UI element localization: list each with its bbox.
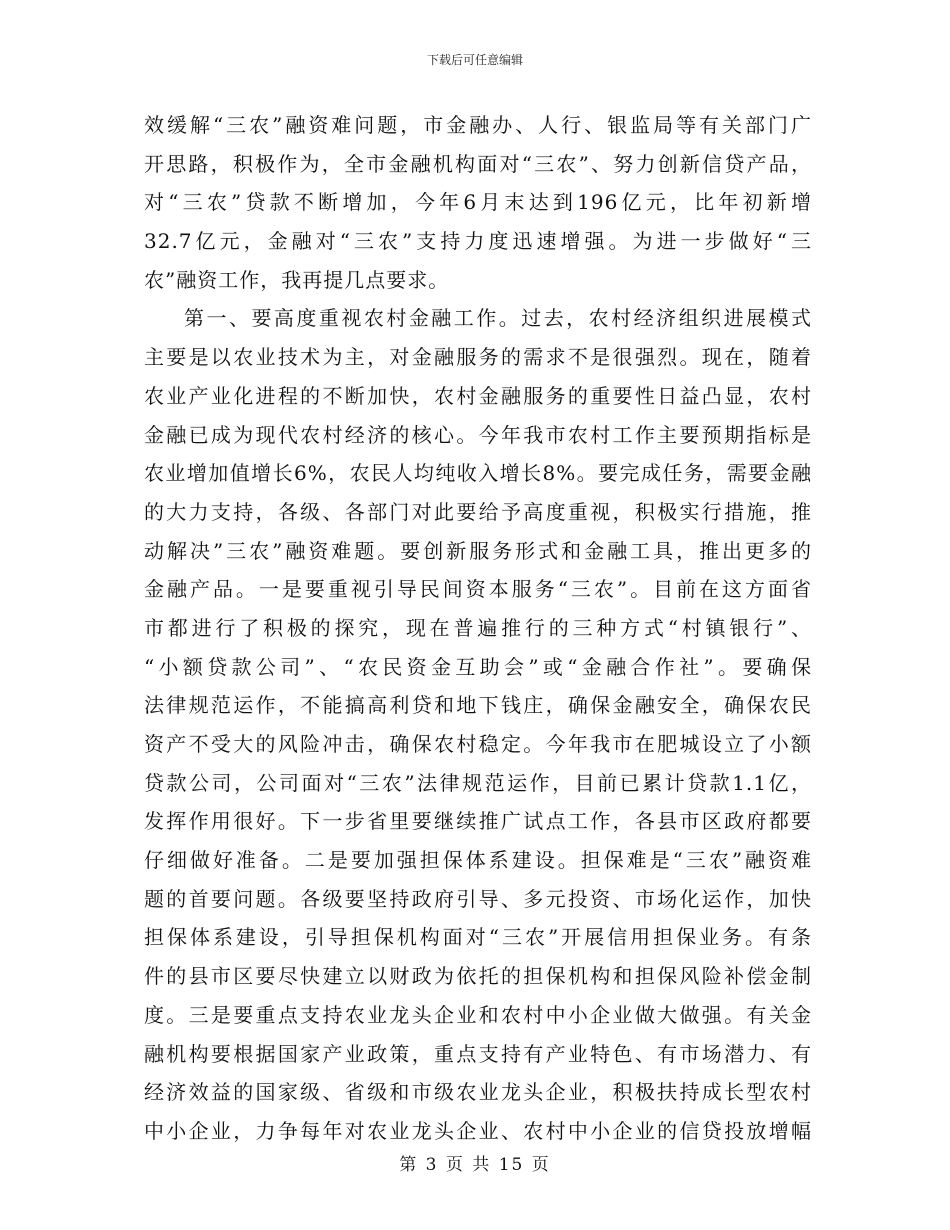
document-body — [144, 106, 812, 1151]
body-line: 贷款公司，公司面对“三农”法律规范运作，目前已累计贷款1.1亿， — [144, 770, 812, 795]
body-line: 金融产品。一是要重视引导民间资本服务“三农”。目前在这方面省 — [144, 577, 812, 602]
page-header-note: 下载后可任意编辑 — [426, 53, 523, 67]
body-line: 经济效益的国家级、省级和市级农业龙头企业，积极扶持成长型农村 — [144, 1080, 812, 1105]
body-line: 资产不受大的风险冲击，确保农村稳定。今年我市在肥城设立了小额 — [144, 732, 812, 756]
paragraph-start-line: 第一、要高度重视农村金融工作。过去，农村经济组织进展模式 — [184, 306, 812, 331]
body-line: 法律规范运作，不能搞高利贷和地下钱庄，确保金融安全，确保农民 — [144, 693, 812, 718]
body-line: 件的县市区要尽快建立以财政为依托的担保机构和担保风险补偿金制 — [144, 964, 812, 989]
body-line: 市都进行了积极的探究，现在普遍推行的三种方式“村镇银行”、 — [144, 615, 812, 640]
body-line: “小额贷款公司”、“农民资金互助会”或“金融合作社”。要确保 — [144, 654, 812, 679]
body-line: 发挥作用很好。下一步省里要继续推广试点工作，各县市区政府都要 — [144, 809, 812, 834]
body-line: 动解决”三农”融资难题。要创新服务形式和金融工具，推出更多的 — [144, 538, 812, 563]
body-line: 效缓解“三农”融资难问题，市金融办、人行、银监局等有关部门广 — [144, 113, 812, 137]
body-line: 主要是以农业技术为主，对金融服务的需求不是很强烈。现在，随着 — [144, 345, 812, 370]
body-line: 担保体系建设，引导担保机构面对“三农”开展信用担保业务。有条 — [144, 925, 812, 950]
body-line: 农业产业化进程的不断加快，农村金融服务的重要性日益凸显，农村 — [144, 383, 812, 408]
body-line: 农”融资工作，我再提几点要求。 — [144, 267, 450, 292]
body-line: 仔细做好准备。二是要加强担保体系建设。担保难是“三农”融资难 — [144, 848, 812, 873]
body-line: 对“三农”贷款不断增加，今年6月末达到196亿元，比年初新增 — [144, 190, 812, 215]
body-line: 中小企业，力争每年对农业龙头企业、农村中小企业的信贷投放增幅 — [144, 1118, 812, 1143]
body-line: 农业增加值增长6%，农民人均纯收入增长8%。要完成任务，需要金融 — [144, 461, 812, 486]
body-line: 金融已成为现代农村经济的核心。今年我市农村工作主要预期指标是 — [144, 422, 812, 447]
body-line: 的大力支持，各级、各部门对此要给予高度重视，积极实行措施，推 — [144, 499, 812, 524]
body-line: 题的首要问题。各级要坚持政府引导、多元投资、市场化运作，加快 — [144, 886, 812, 911]
body-line: 融机构要根据国家产业政策，重点支持有产业特色、有市场潜力、有 — [144, 1041, 812, 1066]
body-line: 32.7亿元，金融对“三农”支持力度迅速增强。为进一步做好“三 — [144, 229, 812, 254]
body-line: 度。三是要重点支持农业龙头企业和农村中小企业做大做强。有关金 — [144, 1002, 812, 1027]
page-number: 第 3 页 共 15 页 — [399, 1155, 551, 1175]
body-line: 开思路，积极作为，全市金融机构面对“三农”、努力创新信贷产品， — [144, 151, 812, 176]
